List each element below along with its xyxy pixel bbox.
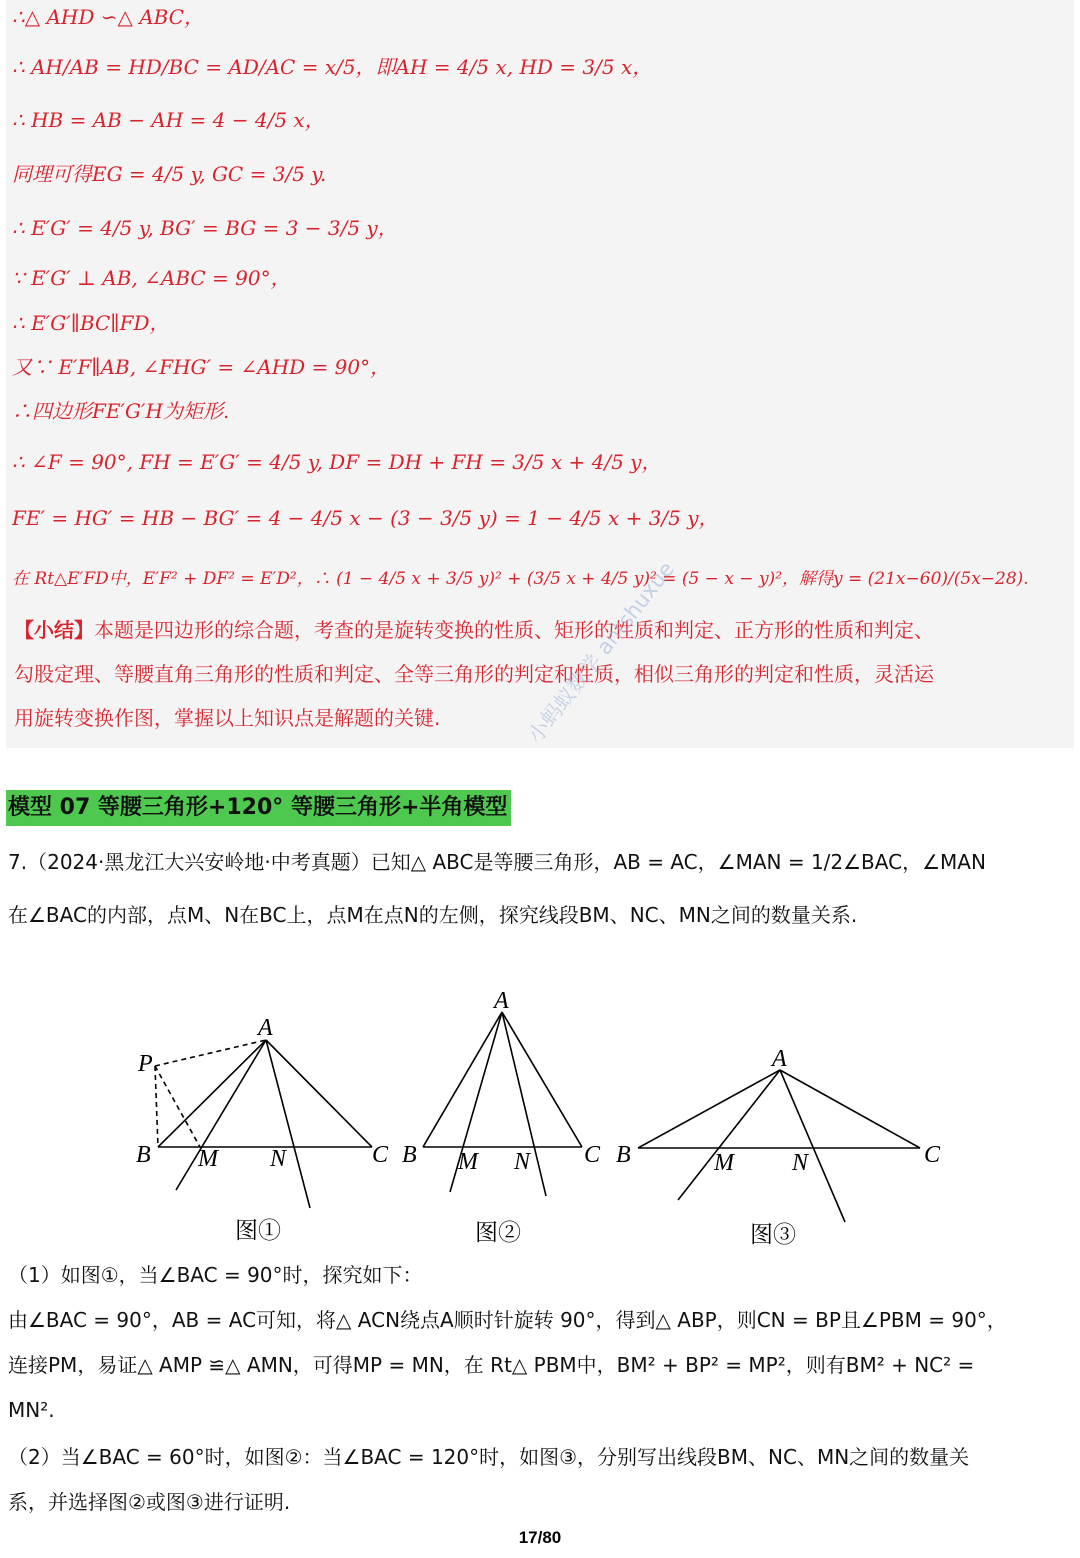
part-line: MN². xyxy=(8,1398,55,1422)
solution-line: ∴△ AHD ∽△ ABC， xyxy=(12,5,205,29)
fig2-label-B: B xyxy=(402,1142,417,1168)
solution-line: ∴ HB = AB − AH = 4 − 4/5 x， xyxy=(12,108,325,132)
dashed-PB xyxy=(155,1066,158,1147)
summary-tag: 【小结】 xyxy=(14,618,94,642)
fig3-label-B: B xyxy=(616,1142,631,1168)
fig2-label-N: N xyxy=(514,1149,531,1175)
model-heading: 模型 07 等腰三角形+120° 等腰三角形+半角模型 xyxy=(6,790,511,826)
segment-AC xyxy=(780,1070,920,1148)
figure-3 xyxy=(638,1070,920,1222)
dashed-PM xyxy=(155,1066,200,1147)
fig1-label-B: B xyxy=(136,1142,151,1168)
solution-line: ∴四边形FE′G′H为矩形. xyxy=(12,399,230,423)
solution-line: ∴ ∠F = 90°, FH = E′G′ = 4/5 y, DF = DH + FH = 3/5 x + 4/5 y， xyxy=(12,450,662,474)
solution-line: FE′ = HG′ = HB − BG′ = 4 − 4/5 x − (3 − 3/5 y) = 1 − 4/5 x + 3/5 y， xyxy=(12,506,719,530)
fig1-label-N: N xyxy=(270,1146,287,1172)
solution-line: 在 Rt△E′FD中，E′F² + DF² = E′D²，∴ (1 − 4/5 x + 3/5 y)² + (3/5 x + 4/5 y)² = (5 − x − y)²，解得y = (21x−60)/(5x−28). xyxy=(12,569,1029,589)
fig3-caption: 图③ xyxy=(750,1222,796,1247)
figures-diagram xyxy=(0,970,1080,1250)
fig3-label-A: A xyxy=(772,1046,787,1072)
problem-line xyxy=(8,847,986,877)
fig3-label-N: N xyxy=(792,1150,809,1176)
part-line: 系，并选择图②或图③进行证明. xyxy=(8,1490,291,1514)
part-line: （2）当∠BAC = 60°时，如图②：当∠BAC = 120°时，如图③，分别写出线段BM、NC、MN之间的数量关 xyxy=(8,1445,970,1469)
ray-AM xyxy=(678,1070,780,1200)
solution-line: ∵ E′G′ ⊥ AB, ∠ABC = 90°， xyxy=(12,266,291,290)
dashed-PA xyxy=(155,1040,266,1066)
solution-block xyxy=(6,0,1074,748)
solution-line: ∴ E′G′ = 4/5 y, BG′ = BG = 3 − 3/5 y， xyxy=(12,216,398,240)
part-line: （1）如图①，当∠BAC = 90°时，探究如下： xyxy=(8,1263,423,1287)
fig2-label-A: A xyxy=(494,988,509,1014)
problem-statement: 已知△ ABC是等腰三角形，AB = AC，∠MAN = 1/2∠BAC，∠MAN xyxy=(370,850,986,874)
segment-AC xyxy=(266,1040,372,1147)
segment-AC xyxy=(502,1012,582,1147)
fig2-label-C: C xyxy=(584,1142,601,1168)
fig1-label-C: C xyxy=(372,1142,389,1168)
segment-AB xyxy=(423,1012,502,1147)
solution-line: 又∵ E′F∥AB, ∠FHG′ = ∠AHD = 90°， xyxy=(12,355,391,379)
summary-line: 勾股定理、等腰直角三角形的性质和判定、全等三角形的判定和性质，相似三角形的判定和性质，灵活运 xyxy=(14,662,934,686)
summary-text: 本题是四边形的综合题，考查的是旋转变换的性质、矩形的性质和判定、正方形的性质和判定、 xyxy=(94,618,934,642)
fig1-caption: 图① xyxy=(235,1218,281,1243)
part-line: 连接PM，易证△ AMP ≌△ AMN，可得MP = MN，在 Rt△ PBM中，BM² + BP² = MP²，则有BM² + NC² = xyxy=(8,1353,975,1377)
ray-AN xyxy=(266,1040,310,1208)
part-line: 由∠BAC = 90°，AB = AC可知，将△ ACN绕点A顺时针旋转 90°，得到△ ABP，则CN = BP且∠PBM = 90°， xyxy=(8,1308,1007,1332)
page-number: 17/80 xyxy=(518,1528,562,1547)
fig3-label-M: M xyxy=(714,1150,734,1176)
solution-line: ∴ E′G′∥BC∥FD， xyxy=(12,311,170,335)
watermark: 小蚂蚁数学 antshuxue xyxy=(523,557,679,748)
figure-2 xyxy=(423,1012,582,1196)
problem-number: 7. xyxy=(8,850,28,874)
solution-line: 同理可得EG = 4/5 y, GC = 3/5 y. xyxy=(12,162,327,186)
fig2-label-M: M xyxy=(458,1149,478,1175)
fig1-label-M: M xyxy=(198,1146,218,1172)
fig3-label-C: C xyxy=(924,1142,941,1168)
summary-line xyxy=(14,616,934,644)
fig1-label-P: P xyxy=(138,1051,153,1077)
summary-line: 用旋转变换作图，掌握以上知识点是解题的关键. xyxy=(14,706,441,730)
figure-1 xyxy=(155,1040,372,1208)
ray-AN xyxy=(780,1070,845,1222)
segment-AB xyxy=(638,1070,780,1148)
problem-line: 在∠BAC的内部，点M、N在BC上，点M在点N的左侧，探究线段BM、NC、MN之间的数量关系. xyxy=(8,903,858,927)
fig1-label-A: A xyxy=(258,1015,273,1041)
solution-line: ∴ AH/AB = HD/BC = AD/AC = x/5，即AH = 4/5 x, HD = 3/5 x， xyxy=(12,55,653,79)
fig2-caption: 图② xyxy=(475,1220,521,1245)
problem-source: （2024·黑龙江大兴安岭地·中考真题） xyxy=(27,850,371,874)
